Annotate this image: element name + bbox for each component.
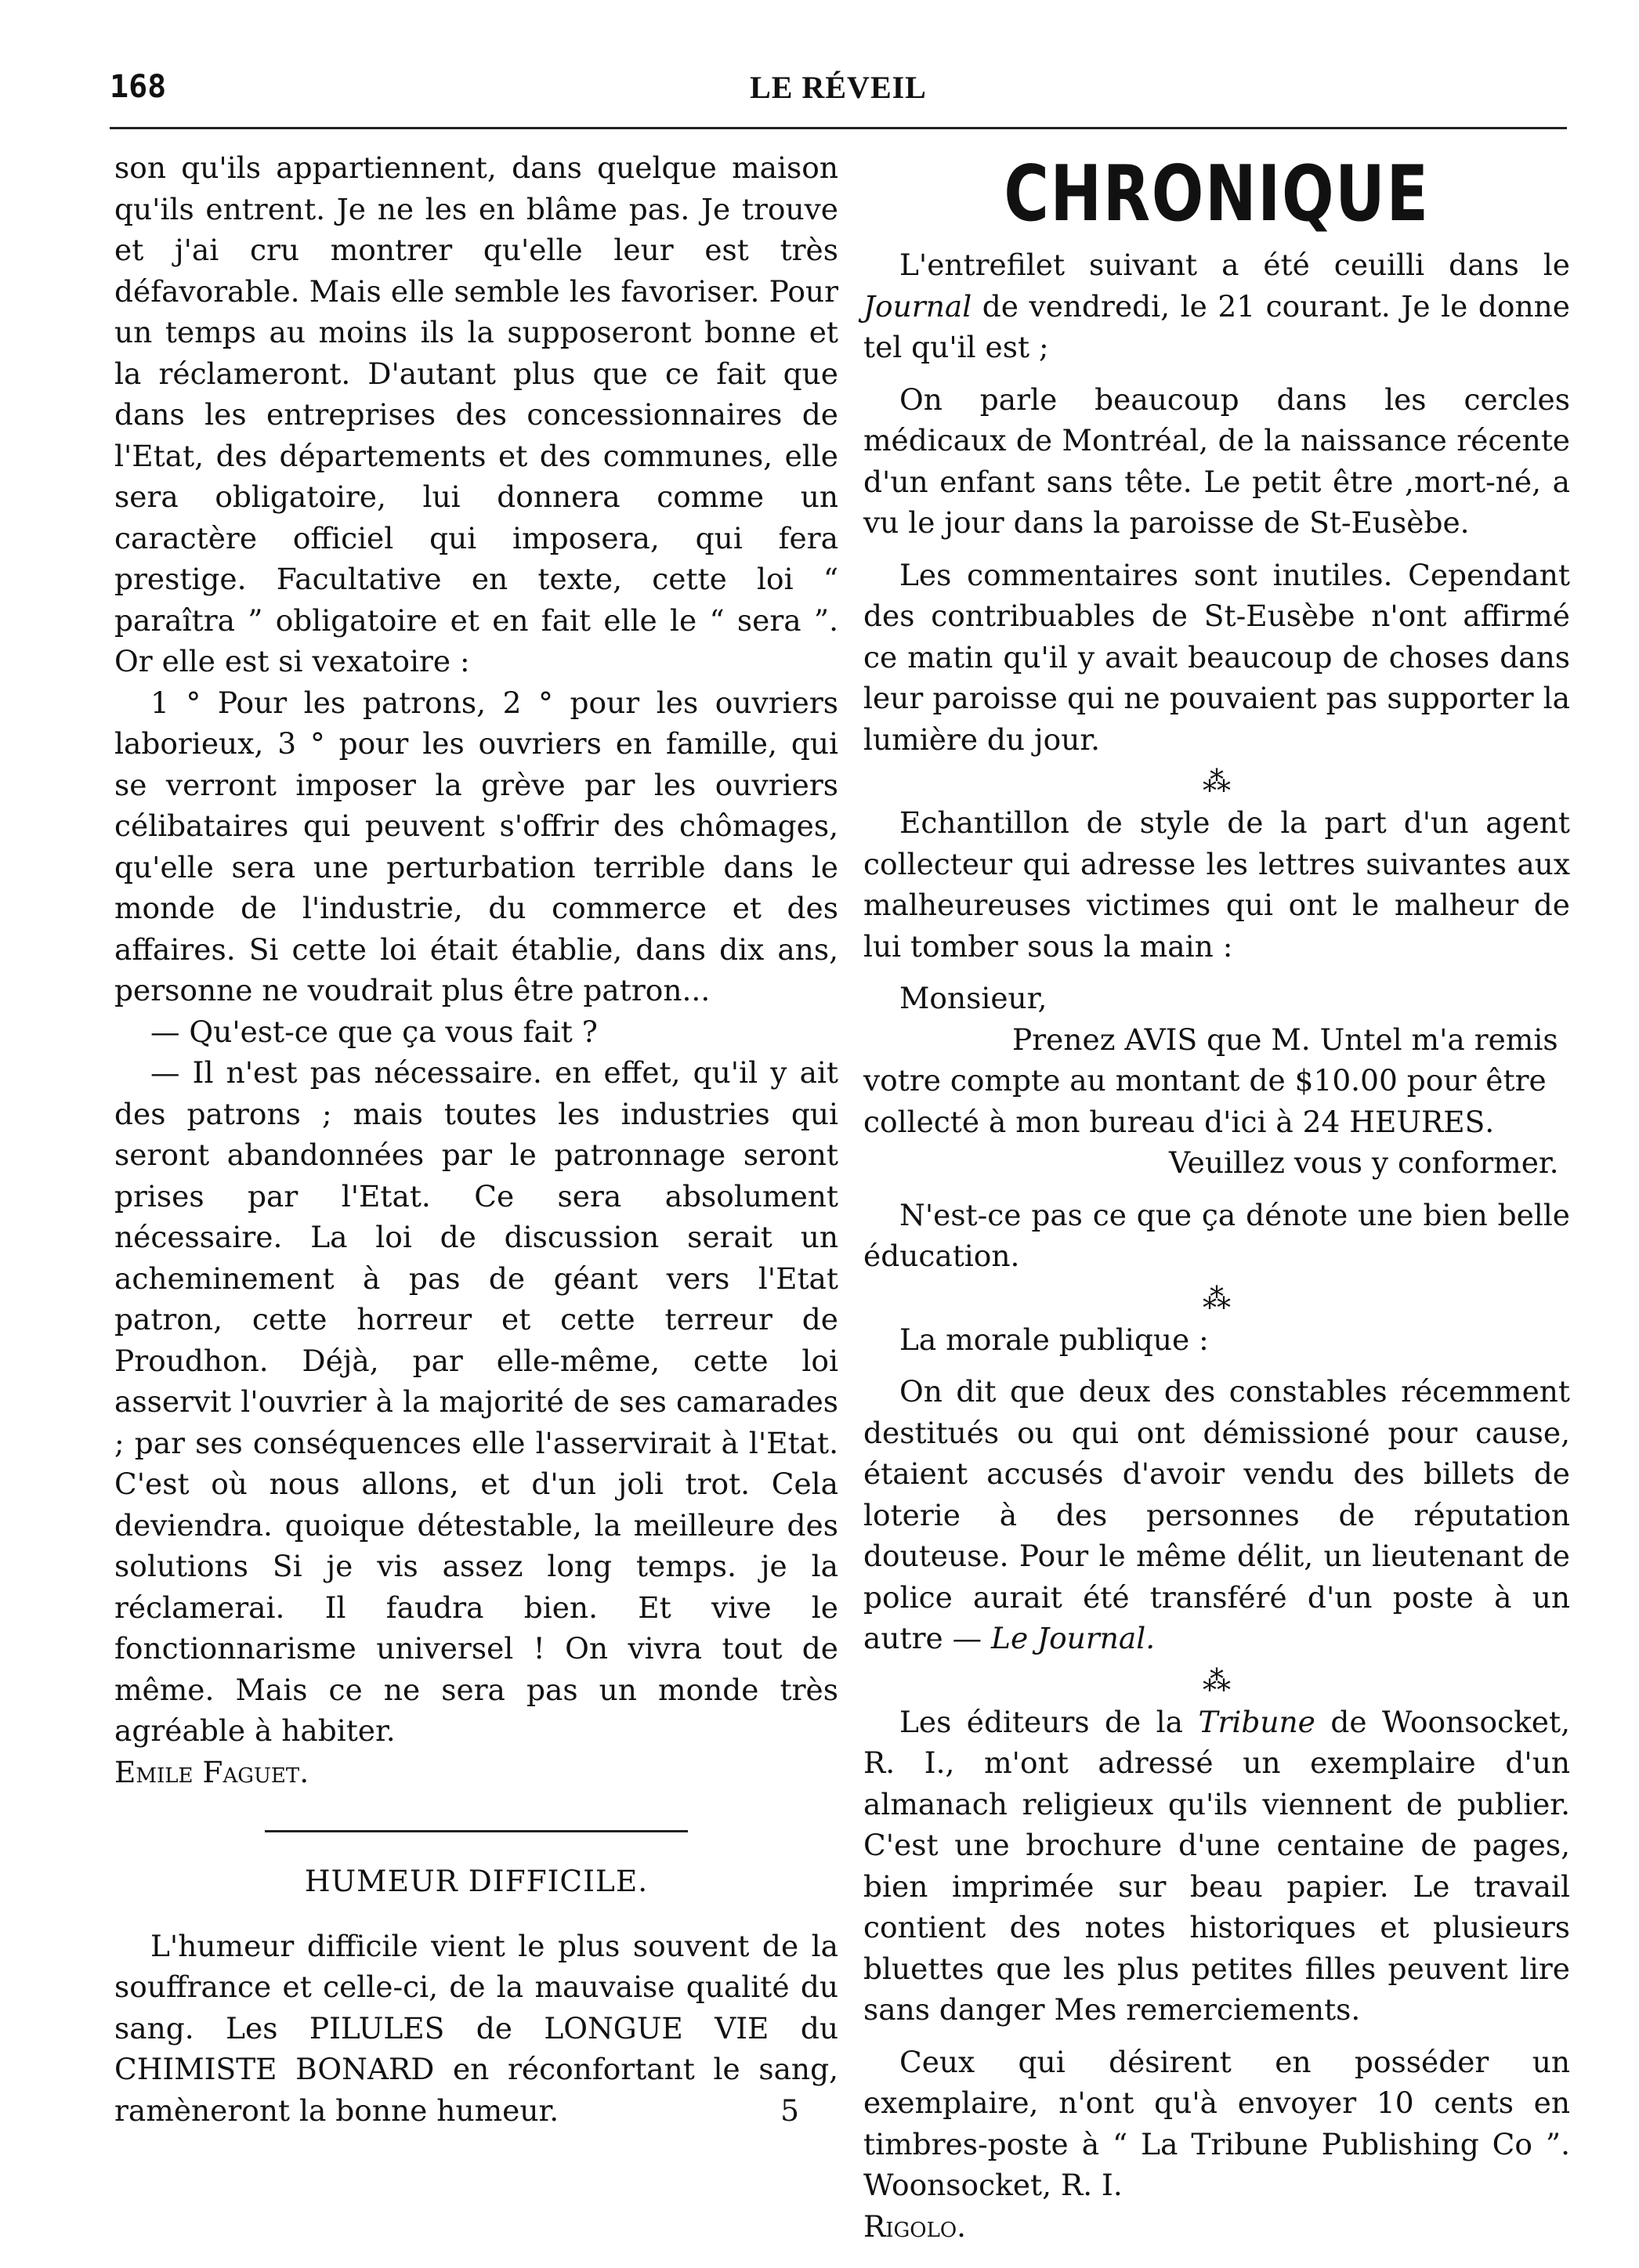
article-signature: Emile Faguet. — [114, 1754, 309, 1789]
morale-paragraph — [863, 1371, 1570, 1659]
advertisement-text — [114, 1926, 838, 2132]
article-paragraph: 1 ° Pour les patrons, 2 ° pour les ouvriers laborieux, 3 ° pour les ouvriers en famille, qui se verront imposer la grève par les ouvriers célibataires qui peuvent s'offrir des chômages, qu'elle sera une perturbation terrible dans le monde de l'industrie, du commerce et des affaires. Si cette loi était établie, dans dix ans, personne ne voudrait plus être patron... — [114, 685, 838, 1007]
letter-line — [863, 1101, 1570, 1143]
page-number: 168 — [110, 69, 167, 105]
letter-emphasis: HEURES — [1349, 1104, 1485, 1139]
education-paragraph: N'est-ce pas ce que ça dénote une bien belle éducation. — [863, 1197, 1570, 1273]
article-paragraph: son qu'ils appartiennent, dans quelque maison qu'ils entrent. Je ne les en blâme pas. Je trouve et j'ai cru montrer qu'elle leur est très défavorable. Mais elle semble les favoriser. Pour un temps au moins ils la supposeront bonne et la réclameront. D'autant plus que ce fait que dans les entreprises des concessionnaires de l'Etat, des départements et des communes, elle sera obligatoire, lui donnera comme un caractère officiel qui imposera, qui fera prestige. Facultative en texte, cette loi “ paraîtra ” obligatoire et en fait elle le “ sera ”. Or elle est si vexatoire : — [114, 150, 838, 678]
letter-salutation: Monsieur, — [899, 981, 1047, 1015]
section-stars: ⁂ — [1203, 1282, 1231, 1315]
tribune-title: Tribune — [1198, 1704, 1315, 1739]
tribune-text: de Woonsocket, R. I., m'ont adressé un exemplaire d'un almanach religieux qu'ils viennent de publier. C'est une brochure d'une centaine de pages, bien imprimée sur beau papier. Le travail contient des notes historiques et plusieurs bluettes que les plus petites filles peuvent lire sans danger Mes remerciements. — [863, 1704, 1570, 2027]
page-header — [110, 69, 1567, 116]
header-divider — [110, 127, 1567, 129]
commentary-paragraph: Les commentaires sont inutiles. Cependant des contribuables de St-Eusèbe n'ont affirmé ce matin qu'il y avait beaucoup de choses dans leur paroisse qui ne pouvaient pas supporter la lumière du jour. — [863, 557, 1570, 757]
letter-text: . — [1485, 1104, 1495, 1139]
journal-title: Le Journal. — [991, 1621, 1156, 1655]
chronique-signature: Rigolo. — [863, 2208, 967, 2244]
chronique-intro — [863, 244, 1570, 368]
journal-title: Journal — [863, 288, 972, 324]
tribune-text: Les éditeurs de la — [899, 1704, 1199, 1739]
letter-text: Prenez — [1012, 1022, 1125, 1057]
order-paragraph: Ceux qui désirent en posséder un exemplaire, n'ont qu'à envoyer 10 cents en timbres-poste à “ La Tribune Publishing Co ”. Woonsocket, R. I. — [863, 2044, 1570, 2202]
left-column — [114, 147, 838, 2131]
morale-text: On dit que deux des constables récemment destitués ou qui ont démissioné pour cause, étaient accusés d'avoir vendu des billets de loterie à des personnes de réputation douteuse. Pour le même délit, un lieutenant de police aurait été transféré d'un poste à un autre — — [863, 1374, 1570, 1655]
intro-text: L'entrefilet suivant a été ceuilli dans le — [899, 248, 1570, 282]
advertisement-number: 5 — [780, 2093, 799, 2128]
letter-text: que M. Untel m'a remis — [1197, 1022, 1558, 1057]
section-divider — [265, 1830, 688, 1832]
morale-title: La morale publique : — [899, 1322, 1209, 1357]
article-paragraph: — Qu'est-ce que ça vous fait ? — [150, 1014, 598, 1049]
quoted-item: On parle beaucoup dans les cercles médicaux de Montréal, de la naissance récente d'un enfant sans tête. Le petit être ,mort-né, a vu le jour dans la paroisse de St-Eusèbe. — [863, 382, 1570, 540]
chronique-heading: CHRONIQUE — [1004, 150, 1430, 239]
letter-line — [863, 1019, 1570, 1061]
advertisement-body: L'humeur difficile vient le plus souvent de la souffrance et celle-ci, de la mauvaise qualité du sang. Les PILULES de LONGUE VIE du CHIMISTE BONARD en réconfortant le sang, ramèneront la bonne humeur. — [114, 1928, 838, 2128]
article-paragraph: — Il n'est pas nécessaire. en effet, qu'il y ait des patrons ; mais toutes les industries qui seront abandonnées par le patronnage seront prises par l'Etat. Ce sera absolument nécessaire. La loi de discussion serait un acheminement à pas de géant vers l'Etat patron, cette horreur et cette terreur de Proudhon. Déjà, par elle-même, cette loi asservit l'ouvrier à la majorité de ses camarades ; par ses conséquences elle l'asservirait à l'Etat. C'est où nous allons, et d'un joli trot. Cela deviendra. quoique détestable, la meilleure des solutions Si je vis assez long temps. je la réclamerai. Il faudra bien. Et vive le fonctionnarisme universel ! On vivra tout de même. Mais ce ne sera pas un monde très agréable à habiter. — [114, 1055, 838, 1748]
intro-text-end: de vendredi, le 21 courant. Je le donne tel qu'il est ; — [863, 288, 1570, 364]
running-title: LE RÉVEIL — [750, 70, 927, 105]
letter-emphasis: AVIS — [1124, 1022, 1198, 1057]
agent-paragraph: Echantillon de style de la part d'un agent collecteur qui adresse les lettres suivantes aux malheureuses victimes qui ont le malheur de lui tomber sous la main : — [863, 805, 1570, 964]
section-stars: ⁂ — [1203, 766, 1231, 798]
right-column — [863, 147, 1570, 2247]
section-title: HUMEUR DIFFICILE. — [304, 1864, 649, 1898]
letter-closing: Veuillez vous y conformer. — [1169, 1145, 1559, 1180]
section-stars: ⁂ — [1203, 1665, 1231, 1698]
tribune-paragraph — [863, 1702, 1570, 2031]
letter-line: votre compte au montant de $10.00 pour être — [863, 1063, 1547, 1098]
letter-text: collecté à mon bureau d'ici à 24 — [863, 1104, 1350, 1139]
